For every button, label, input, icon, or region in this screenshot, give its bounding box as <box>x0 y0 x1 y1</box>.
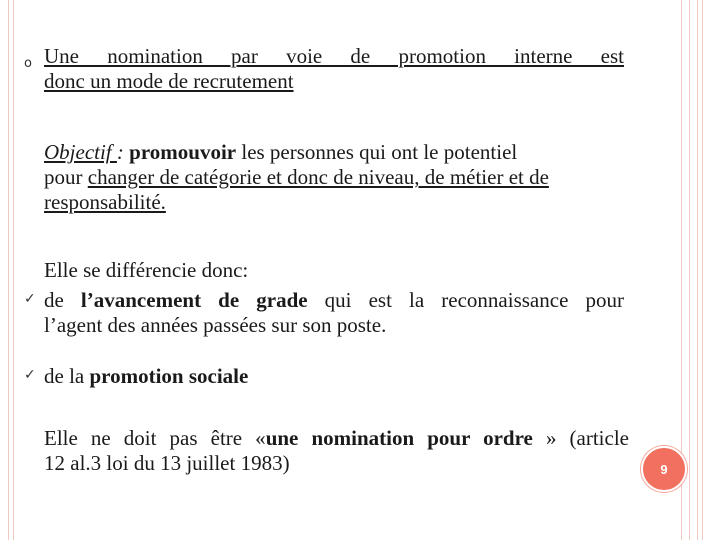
circle-bullet-icon: o <box>24 56 32 71</box>
objectif-text-3: responsabilité. <box>44 190 166 214</box>
title-line-1: Une nomination par voie de promotion interne est <box>44 44 624 68</box>
ordre-line-2: 12 al.3 loi du 13 juillet 1983) <box>44 451 290 475</box>
ordre-post: » (article <box>532 426 629 450</box>
ordre-line-1 <box>44 426 629 451</box>
page-number-badge: 9 <box>641 446 687 492</box>
avancement-item <box>44 288 624 338</box>
title-line-2: donc un mode de recrutement <box>44 69 294 93</box>
objectif-verb: promouvoir <box>129 140 237 164</box>
objectif-label: Objectif <box>44 140 117 164</box>
objectif-line-1 <box>44 140 624 165</box>
avancement-line-1 <box>44 288 624 313</box>
check-bullet-icon: ✓ <box>24 291 36 307</box>
ordre-pre: Elle ne doit pas être « <box>44 426 266 450</box>
objectif-paragraph <box>44 140 624 215</box>
ordre-paragraph <box>44 426 629 476</box>
promotion-pre: de la <box>44 364 90 388</box>
avancement-line-2: l’agent des années passées sur son poste. <box>44 313 387 337</box>
slide-title <box>44 44 624 94</box>
objectif-text-2-underlined: changer de catégorie et donc de niveau, de métier et de <box>87 165 549 189</box>
promotion-bold: promotion sociale <box>89 364 249 388</box>
avancement-bold: l’avancement de grade <box>80 288 308 312</box>
ordre-bold: une nomination pour ordre <box>265 426 533 450</box>
objectif-text-1: les personnes qui ont le potentiel <box>236 140 518 164</box>
objectif-text-2a: pour <box>44 165 88 189</box>
differencie-text: Elle se différencie donc: <box>44 258 249 282</box>
avancement-post: qui est la reconnaissance pour <box>307 288 624 312</box>
avancement-pre: de <box>44 288 81 312</box>
check-bullet-icon: ✓ <box>24 367 36 383</box>
objectif-colon: : <box>116 140 130 164</box>
promotion-sociale-item <box>44 364 624 389</box>
